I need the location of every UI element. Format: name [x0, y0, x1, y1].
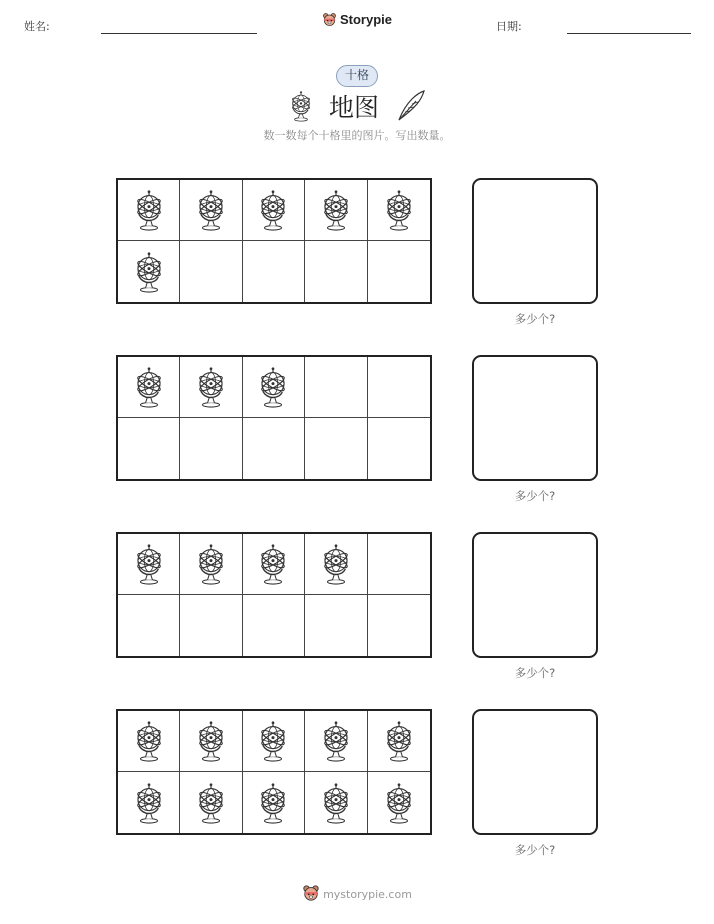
page-title-row [0, 88, 714, 124]
ten-frame-cell [243, 241, 305, 302]
globe-icon [256, 541, 290, 587]
ten-frame-cell [305, 711, 367, 772]
ten-frame-cell [180, 418, 242, 479]
globe-icon [319, 780, 353, 826]
ten-frame-cell [180, 772, 242, 833]
ten-frame-cell [243, 180, 305, 241]
ten-frame-cell [368, 534, 430, 595]
ten-frame-cell [118, 711, 180, 772]
ten-frame-cell [243, 595, 305, 656]
date-label: 日期: [496, 20, 522, 33]
ten-frame-cell [118, 241, 180, 302]
instructions: 数一数每个十格里的图片。写出数量。 [263, 129, 451, 142]
ten-frame-cell [180, 241, 242, 302]
globe-icon [319, 187, 353, 233]
date-line[interactable] [567, 33, 691, 34]
bear-logo-icon [302, 884, 320, 902]
ten-frame-cell [305, 418, 367, 479]
globe-icon [194, 718, 228, 764]
globe-icon [256, 780, 290, 826]
ten-frame-cell [368, 711, 430, 772]
footer [0, 884, 714, 902]
ten-frame-cell [368, 241, 430, 302]
answer-box-4[interactable] [472, 709, 598, 835]
name-line[interactable] [101, 33, 257, 34]
footer-url: mystorypie.com [323, 888, 412, 901]
ten-frame-cell [305, 357, 367, 418]
ten-frame-cell [305, 241, 367, 302]
globe-icon [132, 780, 166, 826]
ten-frame-cell [180, 357, 242, 418]
ten-frame-cell [305, 180, 367, 241]
globe-icon [256, 187, 290, 233]
ten-frame-cell [180, 595, 242, 656]
ten-frame-cell [368, 180, 430, 241]
answer-box-3[interactable] [472, 532, 598, 658]
ten-frame-cell [180, 180, 242, 241]
page-title: 地图 [328, 93, 379, 122]
answer-box-1[interactable] [472, 178, 598, 304]
ten-frame-cell [243, 772, 305, 833]
ten-frame-cell [305, 772, 367, 833]
how-many-prompt: 多少个? [514, 312, 556, 326]
feather-quill-icon [394, 89, 426, 123]
ten-frame-cell [180, 534, 242, 595]
worksheet-badge: 十格 [336, 65, 378, 87]
name-label: 姓名: [24, 20, 50, 33]
globe-icon [132, 541, 166, 587]
bear-logo-icon [322, 12, 337, 27]
ten-frame-cell [118, 595, 180, 656]
globe-icon [194, 187, 228, 233]
globe-icon [256, 718, 290, 764]
globe-icon [132, 718, 166, 764]
brand-name: Storypie [339, 12, 392, 27]
globe-icon [382, 718, 416, 764]
ten-frame-cell [118, 418, 180, 479]
ten-frame-cell [180, 711, 242, 772]
ten-frame-cell [368, 772, 430, 833]
ten-frame-1 [116, 178, 432, 304]
ten-frame-cell [118, 180, 180, 241]
ten-frame-2 [116, 355, 432, 481]
ten-frame-cell [243, 711, 305, 772]
globe-icon [194, 780, 228, 826]
globe-icon [319, 541, 353, 587]
brand [0, 12, 714, 27]
ten-frame-cell [305, 595, 367, 656]
ten-frame-4 [116, 709, 432, 835]
how-many-prompt: 多少个? [514, 666, 556, 680]
globe-icon [382, 187, 416, 233]
how-many-prompt: 多少个? [514, 843, 556, 857]
ten-frame-cell [118, 357, 180, 418]
ten-frame-cell [243, 418, 305, 479]
globe-icon [194, 541, 228, 587]
ten-frame-3 [116, 532, 432, 658]
answer-box-2[interactable] [472, 355, 598, 481]
ten-frame-cell [368, 418, 430, 479]
globe-icon [132, 364, 166, 410]
globe-icon [132, 187, 166, 233]
how-many-prompt: 多少个? [514, 489, 556, 503]
ten-frame-cell [368, 595, 430, 656]
ten-frame-cell [368, 357, 430, 418]
globe-icon [382, 780, 416, 826]
globe-icon [319, 718, 353, 764]
globe-icon [132, 249, 166, 295]
globe-icon [194, 364, 228, 410]
ten-frame-cell [243, 534, 305, 595]
ten-frame-cell [118, 772, 180, 833]
ten-frame-cell [118, 534, 180, 595]
ten-frame-cell [243, 357, 305, 418]
globe-icon [288, 90, 314, 122]
ten-frame-cell [305, 534, 367, 595]
globe-icon [256, 364, 290, 410]
